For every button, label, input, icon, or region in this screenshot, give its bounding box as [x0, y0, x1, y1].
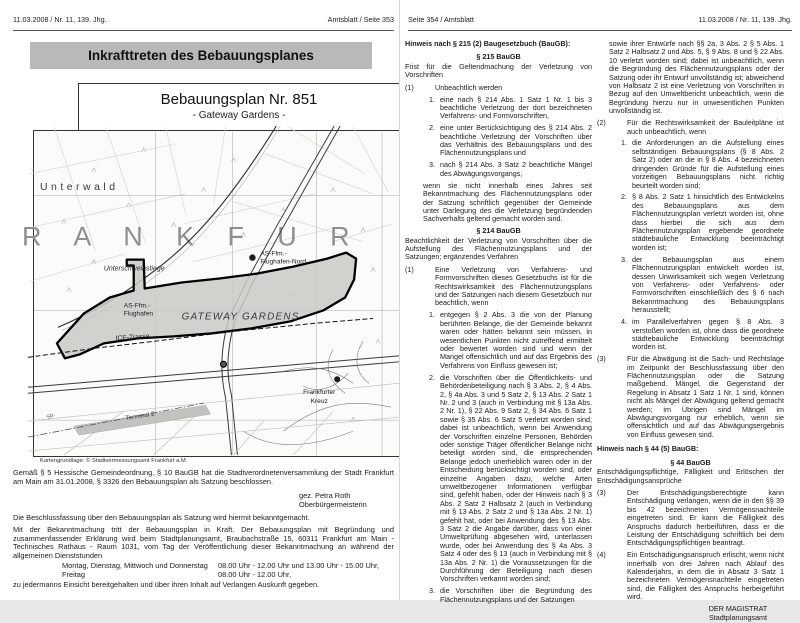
section-44-heading: § 44 BauGB [670, 457, 711, 467]
header-date: 11.03.2008 / Nr. 11, 139. Jhg. [13, 15, 107, 24]
opening-hours-times: 08.00 Uhr - 12.00 Uhr und 13.00 Uhr - 15.00 Uhr, [218, 561, 380, 570]
map-label-frankfurter-kreuz-2: Kreuz [310, 398, 328, 406]
paragraph-214-2 [597, 119, 784, 136]
list-item [429, 161, 592, 178]
list-item-number: 2. [429, 372, 435, 382]
list-item-number: 1. [621, 138, 627, 148]
paragraph-number: (4) [597, 550, 606, 560]
minor-roads [28, 383, 399, 455]
paragraph-resolution: Gemäß § 5 Hessische Gemeindeordnung, § 10 BauGB hat die Stadtverordnetenversammlung der Stadt Frankfurt am Main am 31.01.2008, § 3326 den Bebauungsplan als Satzung beschlossen. [13, 468, 394, 486]
map-label-as-site-1: AS-Ffm.- [123, 302, 151, 310]
list-item [429, 587, 592, 604]
list-item-number: 2. [621, 192, 627, 202]
paragraph-text: Für die Rechtswirksamkeit der Bauleitpläne ist auch unbeachtlich, wenn [627, 118, 784, 136]
list-item [429, 96, 592, 121]
header-page-number: Seite 354 / Amtsblatt [408, 15, 474, 24]
list-item-text: eine unter Berücksichtigung des § 214 Abs. 2 beachtliche Verletzung der Vorschriften über das Verhältnis des Bebauungsplans und des Flächennutzungsplans und [440, 123, 592, 158]
magistrat-line2: Stadtplanungsamt [709, 612, 767, 622]
list-item-text: die Vorschriften über die Begründung des Flächennutzungsplans und der Satzungen [440, 586, 592, 604]
list-item-text: nach § 214 Abs. 3 Satz 2 beachtliche Mängel des Abwägungsvorgangs, [440, 160, 592, 178]
paragraph-number: (3) [597, 487, 606, 497]
magistrat-signature [692, 605, 784, 623]
map-label-terminal2: Terminal 2 [124, 410, 156, 423]
legal-column-1 [405, 40, 592, 608]
list-item-number: 3. [429, 160, 435, 170]
page-right-header [408, 15, 792, 31]
opening-hours-days: Freitag [62, 569, 86, 579]
list-item [429, 124, 592, 158]
opening-hours [62, 562, 379, 579]
list-item-text: eine nach § 214 Abs. 1 Satz 1 Nr. 1 bis 3 beachtliche Verletzung der dort bezeichneten Verfahrens- und Formvorschriften, [440, 94, 592, 121]
hint-215-heading: Hinweis nach § 215 (2) Baugesetzbuch (BauGB): [405, 39, 571, 48]
paragraph-44-4 [597, 551, 784, 601]
legal-column-2 [597, 40, 784, 623]
paragraph-214-1 [405, 266, 592, 308]
paragraph-announcement: Die Beschlussfassung über den Bebauungsplan als Satzung wird hiermit bekanntgemacht. [13, 513, 310, 522]
paragraph-44-3 [597, 489, 784, 548]
paragraph-number: (1) [405, 264, 414, 274]
opening-hours-row [62, 571, 379, 580]
list-item-number: 1. [429, 94, 435, 104]
paragraph-text: Unbeachtlich werden [435, 82, 503, 92]
notice-title-banner: Inkrafttreten des Bebauungsplanes [30, 42, 372, 69]
paragraph-text: Ein Entschädigungsanspruch erlischt, wenn nicht innerhalb von drei Jahren nach Ablauf des Kalenderjahrs, in dem die in Absatz 3 Satz 1 bezeichneten Vermögensnachteile eingetreten sind, die Fälligkeit des Anspruchs herbeigeführt wird. [627, 550, 784, 602]
list-item-text: entgegen § 2 Abs. 3 die von der Planung berührten Belange, die der Gemeinde bekannt waren oder hätten bekannt sein müssen, in wesentlichen Punkten nicht zutreffend ermittelt oder bewertet worden sind und wenn der Mangel offensichtlich und auf das Ergebnis des Verfahrens von Einfluss gewesen ist; [440, 310, 592, 370]
paragraph-214-3 [597, 355, 784, 439]
signature-block [299, 492, 367, 509]
paragraph-number: (1) [405, 82, 414, 92]
plan-area-polygon [57, 250, 356, 359]
section-44-subtitle: Entschädigungspflichtige, Fälligkeit und Erlöschen der Entschädigungsansprüche [597, 467, 784, 485]
map-label-as-nord-2: Flughafen-Nord [260, 258, 307, 266]
junction-symbol-mid [220, 361, 226, 367]
opening-hours-times: 08.00 Uhr - 12.00 Uhr, [218, 569, 292, 579]
page-left-header [13, 15, 394, 31]
map-label-gateway-gardens: GATEWAY GARDENS [181, 311, 300, 323]
map-caption: Kartengrundlage: © Stadtvermessungsamt Frankfurt a.M. [40, 458, 188, 464]
paragraph-text: Eine Verletzung von Verfahrens- und Formvorschriften dieses Gesetzbuchs ist für die Rechtswirksamkeit des Flächennutzungsplans und der Satzungen nach diesem Gesetzbuch nur beachtlich, wenn [435, 264, 592, 308]
page-left [0, 0, 400, 600]
map-label-unterwald: Unterwald [39, 181, 119, 193]
list-item [621, 193, 784, 252]
map-canvas [22, 131, 399, 456]
opening-hours-days: Montag, Dienstag, Mittwoch und Donnerstag [62, 561, 208, 570]
list-item-number: 4. [621, 317, 627, 327]
section-215-subtitle: Frist für die Geltendmachung der Verletzung von Vorschriften [405, 61, 592, 80]
list-item-text: der Bebauungsplan aus einem Flächennutzungsplan entwickelt worden ist, dessen Unwirksamkeit sich wegen Verletzung von Verfahrens- oder Verfahrens- oder Formvorschriften einschließlich des § 6 nach Bekanntmachung des Bebauungsplans herausstellt; [632, 254, 784, 315]
map-label-street: Str. [46, 411, 57, 421]
map-label-unterschweinstiege: Unterschweinstiege [103, 265, 165, 273]
map-label-ice-trasse: ICE-Trasse [115, 333, 150, 343]
list-item [429, 374, 592, 584]
junction-symbol-kreuz [334, 376, 340, 382]
list-item [621, 318, 784, 352]
list-item [429, 311, 592, 370]
map-title: Bebauungsplan Nr. 851 [160, 91, 318, 108]
list-item-number: 1. [429, 310, 435, 320]
list-item [621, 256, 784, 315]
paragraph-text: Für die Abwägung ist die Sach- und Rechtslage im Zeitpunkt der Beschlussfassung über den Flächennutzungsplan oder die Satzung maßgebend. Mängel, die Gegenstand der Regelung in Absatz 1 Satz 1 Nr. 1 sind, können nicht als Mängel der Abwägung geltend gemacht werden; im Übrigen sind Mängel im Abwägungsvorgang nur erheblich, wenn sie offensichtlich und auf das Abwägungsergebnis von Einfluss gewesen sind. [627, 354, 784, 439]
page-right [400, 0, 800, 622]
header-page-number: Amtsblatt / Seite 353 [327, 15, 394, 24]
paragraph-215-1 [405, 84, 592, 92]
list-item-text: im Parallelverfahren gegen § 8 Abs. 3 verstoßen worden ist, ohne dass die geordnete städtebauliche Entwicklung beeinträchtigt worden ist. [632, 317, 784, 352]
section-215-heading: § 215 BauGB [476, 52, 521, 62]
list-item-text: die Anforderungen an die Aufstellung eines selbständigen Bebauungsplans (§ 8 Abs. 2 Satz 2) oder an die in § 8 Abs. 4 bezeichneten dringenden Gründe für die Aufstellung eines vorzeitigen Bebauungsplans nicht richtig beurteilt worden sind; [632, 138, 784, 190]
list-item-number: 3. [621, 254, 627, 264]
junction-symbol-nord [249, 254, 255, 260]
map-subtitle: - Gateway Gardens - [192, 110, 286, 121]
magistrat-line1: DER MAGISTRAT [708, 604, 768, 614]
motorway-a3 [28, 355, 405, 393]
list-item-text: § 8 Abs. 2 Satz 1 hinsichtlich des Entwickelns des Bebauungsplans aus dem Flächennutzungsplan verletzt worden ist, ohne dass hierbei die sich aus dem Flächennutzungsplan ergebende geordnete städtebauliche Entwicklung beeinträchtigt worden ist; [632, 192, 784, 252]
list-item-number: 2. [429, 123, 435, 133]
list-item-number: 3. [429, 586, 435, 596]
list-item [621, 139, 784, 189]
map-label-as-nord-1: AS-Ffm.- [260, 250, 287, 258]
section-214-heading: § 214 BauGB [476, 226, 521, 236]
paragraph-closing: zu jedermanns Einsicht bereitgehalten und über ihren Inhalt auf Verlangen Auskunft gegeben. [13, 580, 320, 589]
signature-name: gez. Petra Roth [299, 491, 351, 500]
hint-44-heading: Hinweis nach § 44 (5) BauGB: [597, 444, 699, 454]
map-label-frankfurt-letters: R A N K F U R [22, 221, 363, 252]
paragraph-effective: Mit der Bekanntmachung tritt der Bebauungsplan in Kraft. Der Bebauungsplan mit Begründung und zusammenfassender Erklärung wird beim Stadtplanungsamt, Braubachstraße 15, 60311 Frankfurt am Main - Technisches Rathaus - Raum 1031, vom Tag der Veröffentlichung dieser Bekanntmachung an während der allgemeinen Dienststunden [13, 525, 394, 560]
site-plan-map [22, 130, 400, 457]
section-214-subtitle: Beachtlichkeit der Verletzung von Vorschriften über die Aufstellung des Flächennutzungsplans und der Satzungen; ergänzendes Verfahren [405, 235, 592, 262]
paragraph-continuation: wenn sie nicht innerhalb eines Jahres seit Bekanntmachung des Flächennutzungsplans oder der Satzung schriftlich gegenüber der Gemeinde unter Darlegung des die Verletzung begründenden Sachverhalts geltend gemacht worden sind. [423, 180, 592, 224]
paragraph-number: (3) [597, 354, 606, 364]
paragraph-text: Der Entschädigungsberechtigte kann Entschädigung verlangen, wenn die in den §§ 39 bis 42 bezeichneten Vermögensnachteile eingetreten sind. Er kann die Fälligkeit des Anspruchs dadurch herbeiführen, dass er die Leistung der Entschädigung schriftlich bei dem Entschädigungspflichtigen beantragt. [627, 487, 784, 548]
header-date: 11.03.2008 / Nr. 11, 139. Jhg. [698, 15, 792, 24]
map-label-frankfurter-kreuz-1: Frankfurter [303, 389, 336, 397]
signature-role: Oberbürgermeisterin [299, 499, 367, 509]
paragraph-continuation: sowie ihrer Entwürfe nach §§ 2a, 3 Abs. 2 § 5 Abs. 1 Satz 2 Halbsatz 2 und Abs. 5, § 9 Abs. 8 und § 22 Abs. 10 verletzt worden sind; dabei ist unbeachtlich, wenn die Begründung des Flächennutzungsplans oder der Satzung oder ihr Entwurf unvollständig ist; abweichend von Halbsatz 2 ist eine Verletzung von Vorschriften in Bezug auf den Umweltbericht unbeachtlich, wenn die Begründung hierzu nur in unwesentlichen Punkten unvollständig ist. [609, 39, 784, 116]
paragraph-number: (2) [597, 118, 606, 128]
map-label-as-site-2: Flughafen [123, 310, 154, 318]
list-item-text: die Vorschriften über die Öffentlichkeits- und Behördenbeteiligung nach § 3 Abs. 2, § 4 Abs. 2, § 4a Abs. 3 und 5 Satz 2, § 13 Abs. 2 Satz 1 Nr. 2 und 3 (auch in Verbindung mit § 13a Abs. 2 Nr. 1), § 22 Abs. 9 Satz 2, § 34 Abs. 6 Satz 1 sowie § 35 Abs. 6 Satz 5 verletzt worden sind; dabei ist unbeachtlich, wenn bei Anwendung der Vorschriften einzelne Personen, Behörden oder sonstige Träger öffentlicher Belange nicht beteiligt worden sind, die entsprechenden Belange jedoch unerheblich waren oder in der Entscheidung berücksichtigt worden sind, oder einzelne Angaben dazu, welche Arten umweltbezogener Informationen verfügbar sind, gefehlt haben, oder der Hinweis nach § 3 Abs. 2 Satz 2 Halbsatz 2 (auch in Verbindung mit § 13 Abs. 2 Satz 2 und § 13a Abs. 2 Nr. 1) gefehlt hat, oder bei Anwendung des § 13 Abs. 3 Satz 2 die Angabe darüber, dass von einer Umweltprüfung abgesehen wird, unterlassen wurde, oder bei Anwendung des § 4a Abs. 3 Satz 4 oder des § 13 (auch in Verbindung mit § 13a Abs. 2 Nr. 1) die Voraussetzungen für die Durchführung der Beteiligung nach diesen Vorschriften verkannt worden sind; [440, 372, 592, 584]
map-title-box [78, 83, 400, 132]
